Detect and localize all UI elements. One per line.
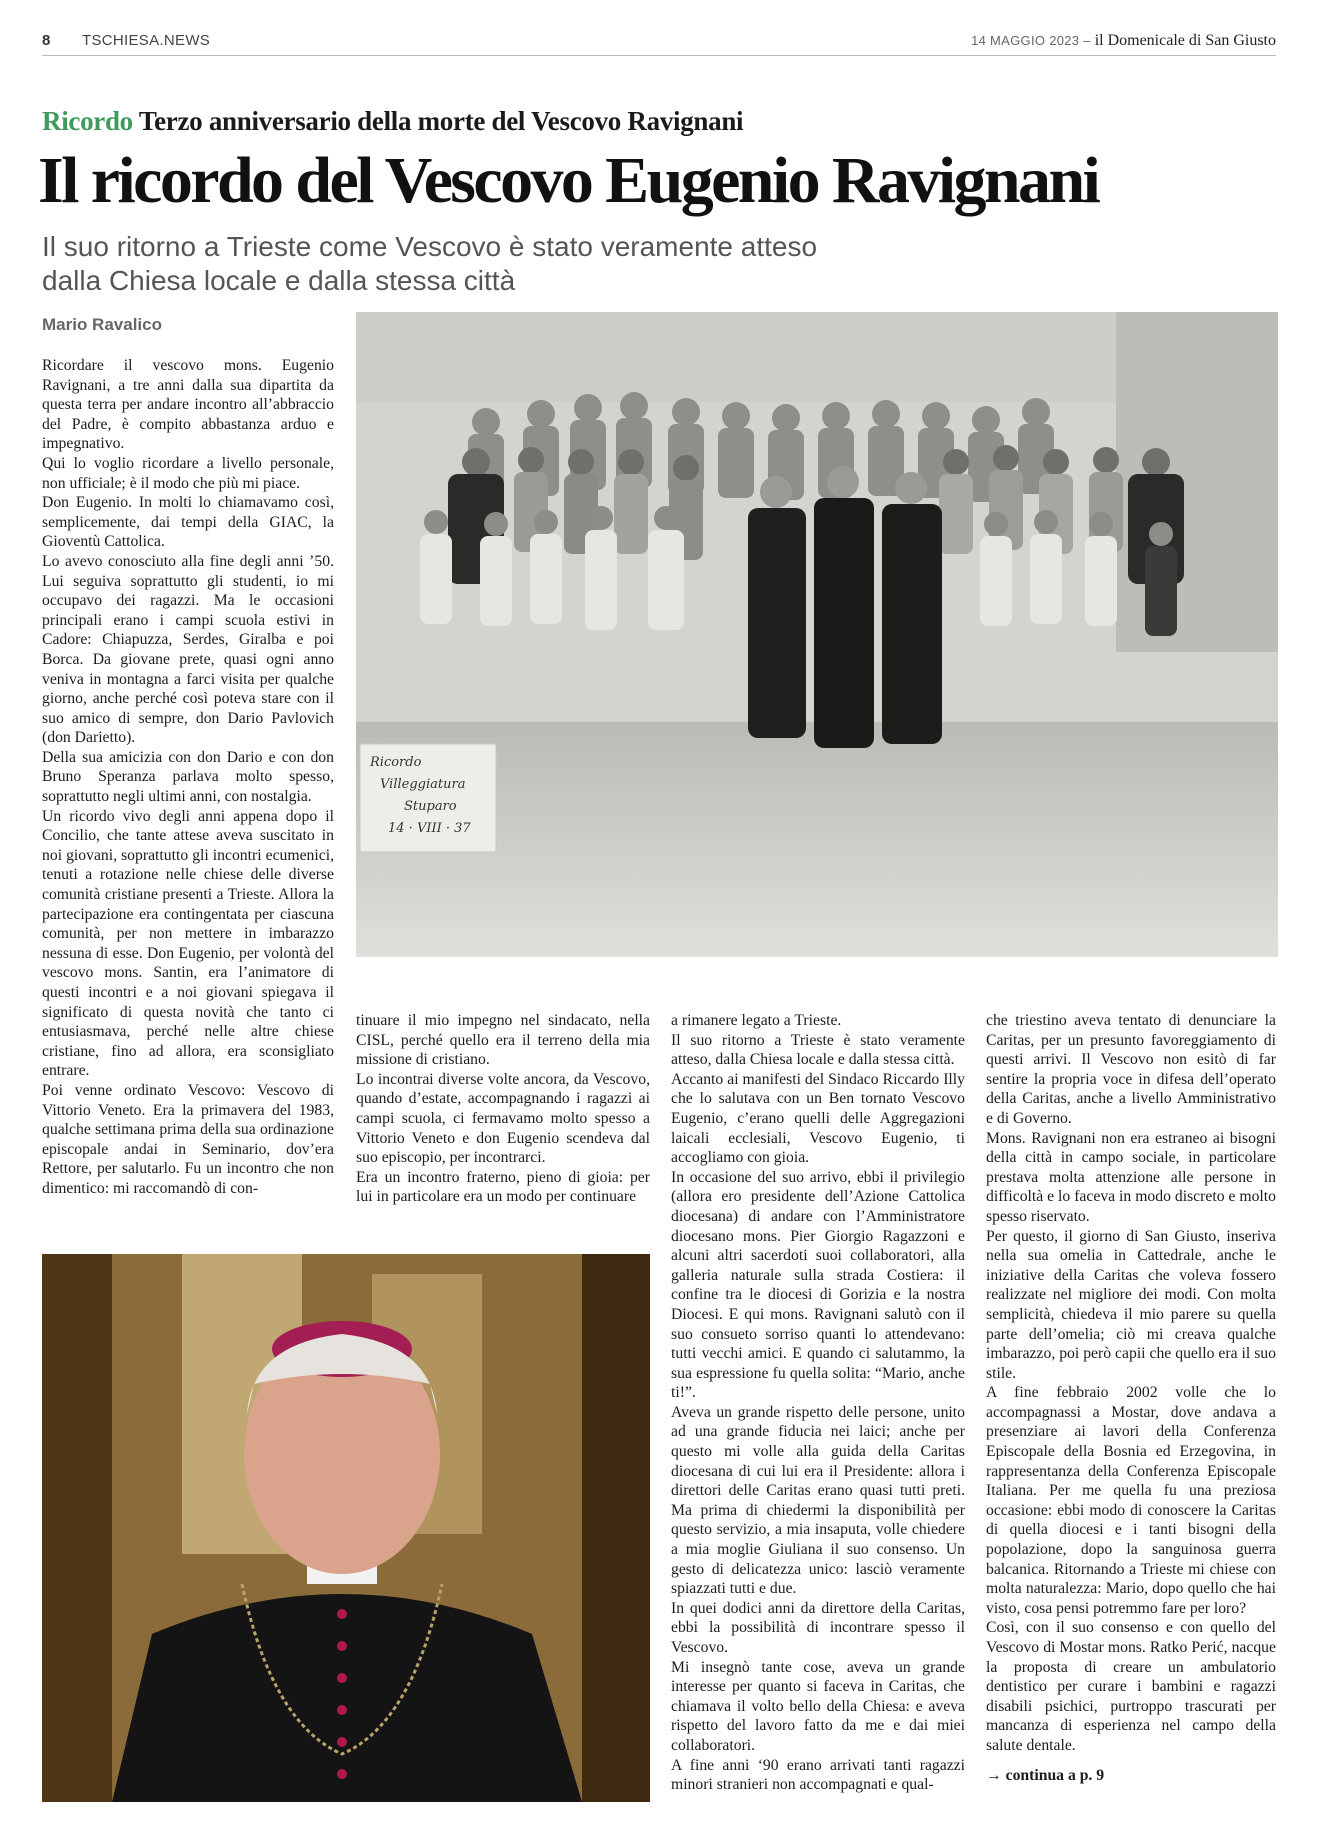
- paragraph: Ricordare il vescovo mons. Eugenio Ravignani, a tre anni dalla sua dipartita da questa terra per andare incontro all’abbraccio del Padre, è compito abbastanza arduo e impegnativo.: [42, 357, 334, 453]
- article-column-4: [986, 1011, 1276, 1785]
- article-subtitle: [42, 230, 922, 298]
- paragraph: Mi insegnò tante cose, aveva un grande interesse per quanto si faceva in Caritas, che chiamava il volto bello della Chiesa: e aveva rispetto del lavoro fatto da me e dai miei collaboratori.: [671, 1658, 965, 1754]
- page-number: 8: [42, 32, 51, 49]
- article-headline: Il ricordo del Vescovo Eugenio Ravignani: [38, 144, 1099, 217]
- paragraph: Lo avevo conosciuto alla fine degli anni ’50. Lui seguiva soprattutto gli studenti, io mi occupavo dei ragazzi. Ma le occasioni principali erano i campi scuola estivi in Cadore: Chiapuzza, Serdes, Giralba e poi Borca. Da giovane prete, quasi ogni anno veniva in montagna a farci visita per qualche giorno, anche perché così poteva stare con il suo amico di sempre, don Dario Pavlovich (don Darietto).: [42, 552, 334, 747]
- paragraph: che triestino aveva tentato di denunciare la Caritas, per un presunto favoreggiamento di questi arrivi. Il Vescovo non esitò di far sentire la propria voce in difesa dell’operato della Caritas, anche a livello Amministrativo e di Governo.: [986, 1012, 1276, 1127]
- page-header: [42, 32, 1276, 54]
- article-author: Mario Ravalico: [42, 315, 162, 334]
- bishop-portrait-photo: [42, 1254, 650, 1802]
- paragraph: Il suo ritorno a Trieste è stato veramente atteso, dalla Chiesa locale e dalla stessa città.: [671, 1031, 965, 1069]
- header-rule: [42, 55, 1276, 56]
- article-column-3: [671, 1011, 965, 1795]
- paragraph: Accanto ai manifesti del Sindaco Riccardo Illy che lo salutava con un Ben tornato Vescovo Eugenio, c’erano quelli delle Aggregazioni laicali ecclesiali, Vescovo Eugenio, ti accogliamo con gioia.: [671, 1070, 965, 1167]
- group-photo: [356, 312, 1278, 957]
- caption-line: Stuparo: [404, 799, 457, 814]
- bishop-portrait-illustration: [42, 1254, 650, 1802]
- paragraph: Mons. Ravignani non era estraneo ai bisogni della città in campo sociale, in particolare prestava molta attenzione alle persone in difficoltà e lo faceva in modo discreto e molto spesso riservato.: [986, 1129, 1276, 1225]
- caption-line: 14 · VIII · 37: [388, 821, 471, 836]
- subtitle-line: dalla Chiesa locale e dalla stessa città: [42, 265, 516, 296]
- paragraph: In quei dodici anni da direttore della Caritas, ebbi la possibilità di incontrare spesso il Vescovo.: [671, 1599, 965, 1656]
- kicker-label: Ricordo: [42, 106, 133, 136]
- handwritten-caption: [370, 752, 490, 840]
- paragraph: Lo incontrai diverse volte ancora, da Vescovo, quando d’estate, accompagnando i ragazzi ai campi scuola, ci fermavamo molto spesso a Vittorio Veneto e don Eugenio scendeva dal suo episcopio, per incontrarci.: [356, 1070, 650, 1167]
- paragraph: Era un incontro fraterno, pieno di gioia: per lui in particolare era un modo per continuare: [356, 1168, 650, 1206]
- caption-line: Villeggiatura: [380, 777, 466, 792]
- paragraph: A fine febbraio 2002 volle che lo accompagnassi a Mostar, dove andava a presenziare ai lavori della Conferenza Episcopale della Bosnia ed Erzegovina, in rappresentanza della Conferenza Episcopale Italiana. Per me quella fu una preziosa occasione: ebbi modo di conoscere la Caritas di quella diocesi e i tanti bisogni della popolazione, dopo la sanguinosa guerra balcanica. Ritornando a Trieste mi chiese con molta naturalezza: Mario, dopo quello che hai visto, cosa pensi potremmo fare per loro?: [986, 1384, 1276, 1617]
- paragraph: Aveva un grande rispetto delle persone, unito ad una grande fiducia nei laici; anche per questo mi volle alla guida della Caritas diocesana di cui lui era il Presidente: allora i direttori delle Caritas erano quasi tutti preti. Ma prima di chiedermi la disponibilità per questo servizio, a mia insaputa, volle chiedere a mia moglie Giuliana il suo consenso. Un gesto di delicatezza unico: lasciò veramente spiazzati tutti e due.: [671, 1403, 965, 1598]
- issue-info: [971, 32, 1276, 50]
- caption-line: Ricordo: [370, 755, 422, 770]
- paragraph: tinuare il mio impegno nel sindacato, nella CISL, perché quello era il terreno della mia missione di cristiano.: [356, 1012, 650, 1069]
- paragraph: In occasione del suo arrivo, ebbi il privilegio (allora ero presidente dell’Azione Cattolica diocesana) di andare con l’Amministratore diocesano mons. Pier Giorgio Ragazzoni e alcuni altri sacerdoti suoi collaboratori, alla galleria naturale sulla strada Costiera: il confine tra le diocesi di Gorizia e la nostra Diocesi. E qui mons. Ravignani salutò con il suo consueto sorriso quanti lo attendevano: tutti vecchi amici. E quando ci salutammo, la sua espressione fu quella solita: “Mario, anche ti!”.: [671, 1168, 965, 1402]
- paragraph: Poi venne ordinato Vescovo: Vescovo di Vittorio Veneto. Era la primavera del 1983, qualche settimana prima della sua ordinazione episcopale andai in Seminario, dov’era Rettore, per salutarlo. Fu un incontro che non dimentico: mi raccomandò di con-: [42, 1081, 334, 1197]
- kicker-text: Terzo anniversario della morte del Vescovo Ravignani: [138, 106, 744, 136]
- site-name: TSCHIESA.NEWS: [82, 32, 211, 49]
- paragraph: Per questo, il giorno di San Giusto, inseriva nella sua omelia in Cattedrale, anche le iniziative della Caritas che voleva fossero realizzate nel migliore dei modi. Con molta semplicità, chiedeva il mio parere su quella parte dell’omelia; ciò mi creava qualche imbarazzo, poi però capii che quello era il suo stile.: [986, 1227, 1276, 1382]
- group-photo-illustration: [356, 312, 1278, 957]
- continue-link[interactable]: → continua a p. 9: [986, 1766, 1105, 1784]
- article-kicker: [42, 106, 743, 137]
- paragraph: Della sua amicizia con don Dario e con don Bruno Speranza parlava molto spesso, soprattutto negli ultimi anni, con nostalgia.: [42, 748, 334, 806]
- paragraph: Don Eugenio. In molti lo chiamavamo così, semplicemente, dai tempi della GIAC, la Gioventù Cattolica.: [42, 494, 334, 551]
- article-column-1: [42, 356, 334, 1199]
- paragraph: a rimanere legato a Trieste.: [671, 1012, 842, 1029]
- subtitle-line: Il suo ritorno a Trieste come Vescovo è stato veramente atteso: [42, 231, 818, 262]
- separator: –: [1079, 33, 1095, 48]
- article-column-2: [356, 1011, 650, 1207]
- paper-name: il Domenicale di San Giusto: [1094, 32, 1276, 49]
- paragraph: Un ricordo vivo degli anni appena dopo il Concilio, che tante attese aveva suscitato in noi giovani, soprattutto gli incontri ecumenici, tenuti a rotazione nelle chiese delle diverse comunità cristiane presenti a Trieste. Allora la partecipazione era contingentata per ciascuna comunità, per non mettere in imbarazzo nessuna di esse. Don Eugenio, per volontà del vescovo mons. Santin, era l’animatore di questi incontri e a noi giovani spiegava il significato di questa novità che tanto ci entusiasmava, perché nelle altre chiese cristiane, fino ad allora, era sconsigliato entrare.: [42, 807, 334, 1080]
- paragraph: A fine anni ‘90 erano arrivati tanti ragazzi minori stranieri non accompagnati e qual-: [671, 1756, 965, 1794]
- paragraph: Qui lo voglio ricordare a livello personale, non ufficiale; è il modo che più mi piace.: [42, 454, 334, 492]
- paragraph: Così, con il suo consenso e con quello del Vescovo di Mostar mons. Ratko Perić, nacque la proposta di creare un ambulatorio dentistico per curare i bambini e ragazzi disabili psichici, purtroppo trascurati per mancanza di esperienza nel campo della salute dentale.: [986, 1619, 1276, 1754]
- issue-date: 14 MAGGIO 2023: [971, 33, 1080, 48]
